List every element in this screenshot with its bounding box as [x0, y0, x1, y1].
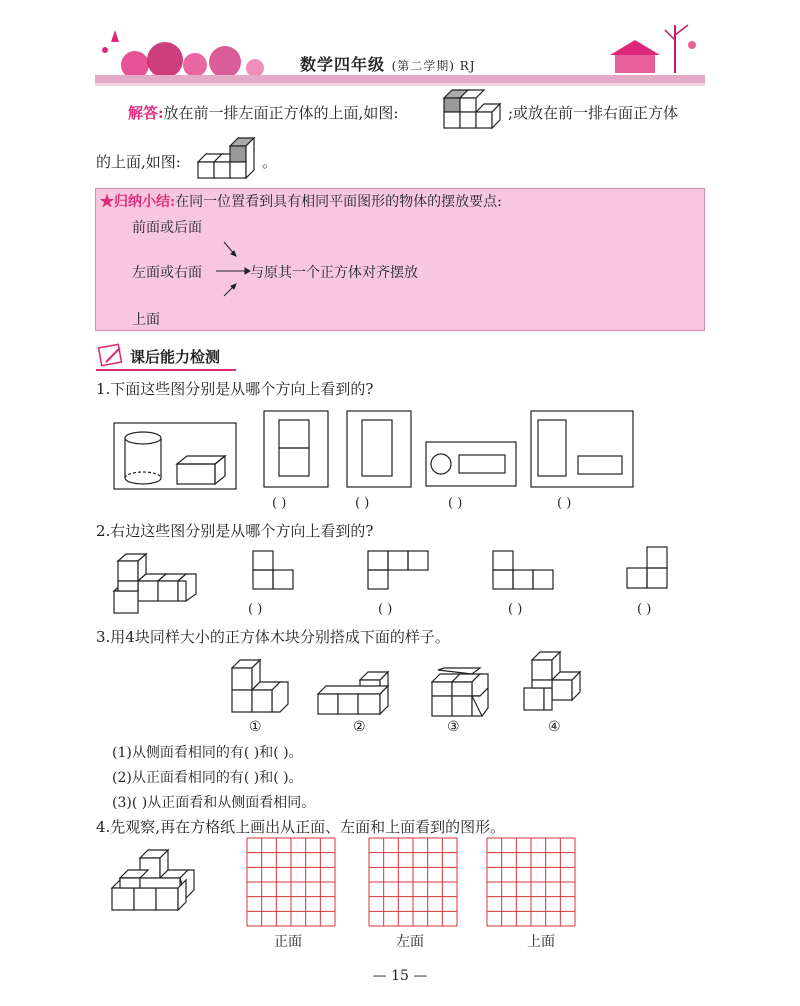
- q3-figure-4: [522, 650, 584, 720]
- q4-label-top: 上面: [527, 934, 555, 950]
- answer-line-1: [128, 103, 398, 123]
- q4-label-left: 左面: [396, 934, 424, 950]
- q2-answer-blank-4[interactable]: ( ): [637, 602, 652, 617]
- answer-text-4: 。: [262, 153, 278, 171]
- header-decoration-right: [600, 15, 700, 77]
- q2-view-b: [367, 550, 431, 590]
- answer-line-1b: [508, 103, 678, 123]
- section-underline: [96, 368, 236, 372]
- answer-text-2: ;或放在前一排右面正方体: [508, 104, 679, 122]
- answer-figure-1: [440, 88, 506, 134]
- q1-answer-blank-1[interactable]: ( ): [272, 496, 287, 511]
- summary-item-side: 左面或右面: [132, 265, 202, 281]
- title-text: 数学四年级: [300, 55, 386, 74]
- q1-answer-blank-2[interactable]: ( ): [355, 496, 370, 511]
- summary-header: [100, 192, 502, 212]
- house-tree-icon: [600, 15, 700, 77]
- header-decoration-left: [95, 20, 285, 80]
- q4-object-figure: [110, 848, 196, 914]
- q2-answer-blank-1[interactable]: ( ): [248, 602, 263, 617]
- q1-answer-blank-4[interactable]: ( ): [557, 496, 572, 511]
- q4-label-front: 正面: [274, 934, 302, 950]
- q2-answer-blank-2[interactable]: ( ): [378, 602, 393, 617]
- summary-result: 与原其一个正方体对齐摆放: [250, 265, 418, 281]
- summary-intro: 在同一位置看到具有相同平面图形的物体的摆放要点:: [175, 194, 502, 210]
- pencil-icon: [98, 342, 126, 368]
- answer-line-2b: [262, 152, 277, 172]
- page-title: [300, 52, 476, 75]
- answer-text-1: 放在前一排左面正方体的上面,如图:: [163, 104, 399, 122]
- question-4: 4.先观察,再在方格纸上画出从正面、左面和上面看到的图形。: [96, 818, 506, 836]
- q3-label-1: ①: [249, 719, 262, 735]
- q3-figure-3: [430, 668, 494, 720]
- summary-title: ★归纳小结:: [100, 194, 176, 210]
- header-band: [95, 75, 705, 83]
- q1-object-figure: [113, 422, 239, 490]
- q1-view-a: [263, 410, 329, 488]
- q3-subquestion-1: (1)从侧面看相同的有( )和( )。: [112, 745, 303, 761]
- summary-item-top: 上面: [132, 312, 160, 328]
- q3-subquestion-3: (3)( )从正面看和从侧面看相同。: [112, 795, 316, 811]
- title-subtitle: (第二学期) RJ: [391, 59, 476, 73]
- q2-view-c: [492, 550, 556, 590]
- header-band-light: [95, 83, 705, 86]
- question-3: 3.用4块同样大小的正方体木块分别搭成下面的样子。: [96, 628, 450, 646]
- answer-text-3: 的上面,如图:: [96, 153, 181, 171]
- q1-view-b: [346, 410, 412, 488]
- q3-label-2: ②: [353, 719, 366, 735]
- grid-paper-front[interactable]: [246, 837, 336, 927]
- answer-label: 解答:: [128, 104, 164, 122]
- q3-label-3: ③: [447, 719, 460, 735]
- q1-answer-blank-3[interactable]: ( ): [448, 496, 463, 511]
- question-2: 2.右边这些图分别是从哪个方向上看到的?: [96, 522, 374, 540]
- section-title: 课后能力检测: [130, 348, 221, 366]
- question-1: 1.下面这些图分别是从哪个方向上看到的?: [96, 380, 374, 398]
- q1-view-c: [425, 441, 517, 487]
- answer-line-2: [96, 152, 181, 172]
- flower-decoration-icon: [95, 20, 285, 80]
- q3-figure-1: [230, 656, 292, 718]
- q2-view-a: [252, 550, 296, 590]
- q2-answer-blank-3[interactable]: ( ): [508, 602, 523, 617]
- q3-label-4: ④: [548, 719, 561, 735]
- q3-subquestion-2: (2)从正面看相同的有( )和( )。: [112, 770, 303, 786]
- q3-figure-2: [316, 670, 400, 720]
- q2-object-figure: [112, 553, 202, 615]
- page-number: — 15 —: [372, 968, 428, 984]
- answer-figure-2: [196, 136, 262, 182]
- q2-view-d: [626, 546, 670, 590]
- grid-paper-left[interactable]: [368, 837, 458, 927]
- grid-paper-top[interactable]: [486, 837, 576, 927]
- q1-view-d: [530, 410, 634, 488]
- summary-item-front: 前面或后面: [132, 220, 202, 236]
